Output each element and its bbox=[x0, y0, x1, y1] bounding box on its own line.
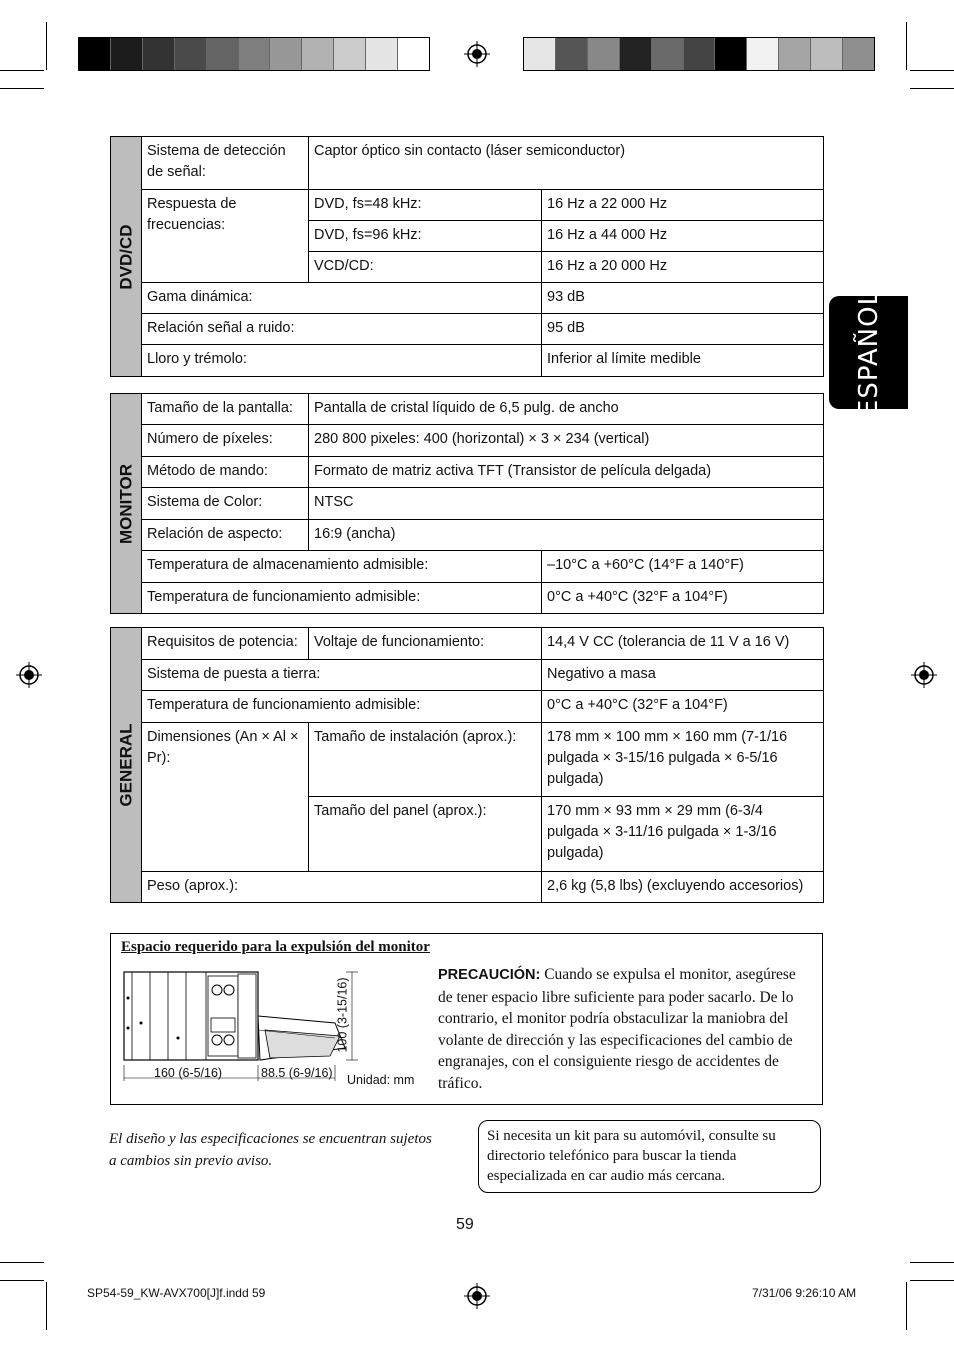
spec-value: Negativo a masa bbox=[542, 660, 824, 691]
color-swatch bbox=[79, 38, 111, 70]
spec-label: Método de mando: bbox=[142, 457, 309, 488]
spec-label: Relación de aspecto: bbox=[142, 520, 309, 551]
color-swatch bbox=[302, 38, 334, 70]
crop-mark bbox=[0, 88, 44, 89]
spec-label: Peso (aprox.): bbox=[142, 872, 542, 903]
spec-sublabel: Voltaje de funcionamiento: bbox=[309, 628, 542, 660]
spec-label: Sistema de detección de señal: bbox=[142, 137, 309, 190]
spec-value: 0°C a +40°C (32°F a 104°F) bbox=[542, 583, 824, 614]
color-swatch bbox=[556, 38, 588, 70]
color-calibration-bar-right bbox=[523, 37, 875, 71]
page-number: 59 bbox=[456, 1216, 474, 1233]
crop-mark bbox=[910, 1262, 954, 1263]
spec-label: Lloro y trémolo: bbox=[142, 345, 542, 377]
spec-value: 0°C a +40°C (32°F a 104°F) bbox=[542, 691, 824, 723]
spec-label: Tamaño de la pantalla: bbox=[142, 394, 309, 425]
color-swatch bbox=[715, 38, 747, 70]
footer-file: SP54-59_KW-AVX700[J]f.indd 59 bbox=[87, 1286, 266, 1300]
dvdcd-spec-table bbox=[110, 136, 824, 377]
spec-label: Sistema de Color: bbox=[142, 488, 309, 520]
spec-value: 280 800 pixeles: 400 (horizontal) × 3 × 234 (vertical) bbox=[309, 425, 824, 457]
spec-value: 2,6 kg (5,8 lbs) (excluyendo accesorios) bbox=[542, 872, 824, 903]
crop-mark bbox=[906, 1282, 907, 1330]
registration-mark-icon bbox=[464, 1283, 490, 1309]
spec-value: –10°C a +60°C (14°F a 140°F) bbox=[542, 551, 824, 583]
crop-mark bbox=[46, 22, 47, 70]
spec-label: Gama dinámica: bbox=[142, 283, 542, 314]
dim-depth-label: 160 (6-5/16) bbox=[154, 1066, 223, 1080]
spec-value: 93 dB bbox=[542, 283, 824, 314]
section-label-dvdcd: DVD/CD bbox=[111, 137, 142, 377]
spec-value: 95 dB bbox=[542, 314, 824, 345]
spec-value: 16:9 (ancha) bbox=[309, 520, 824, 551]
spec-label: Número de píxeles: bbox=[142, 425, 309, 457]
spec-value: Inferior al límite medible bbox=[542, 345, 824, 377]
color-swatch bbox=[811, 38, 843, 70]
color-swatch bbox=[652, 38, 684, 70]
monitor-spec-table bbox=[110, 393, 824, 614]
spec-value: Pantalla de cristal líquido de 6,5 pulg. de ancho bbox=[309, 394, 824, 425]
spec-label: Respuesta de frecuencias: bbox=[142, 190, 309, 283]
spec-label: Relación señal a ruido: bbox=[142, 314, 542, 345]
spec-label: Temperatura de almacenamiento admisible: bbox=[142, 551, 542, 583]
spec-value: 170 mm × 93 mm × 29 mm (6-3/4 pulgada × 3-11/16 pulgada × 1-3/16 pulgada) bbox=[542, 797, 824, 872]
registration-mark-icon bbox=[911, 662, 937, 688]
general-spec-table bbox=[110, 627, 824, 903]
crop-mark bbox=[910, 70, 954, 71]
spec-value: 16 Hz a 22 000 Hz bbox=[542, 190, 824, 221]
spec-value: 178 mm × 100 mm × 160 mm (7-1/16 pulgada × 3-15/16 pulgada × 6-5/16 pulgada) bbox=[542, 723, 824, 797]
color-swatch bbox=[684, 38, 716, 70]
registration-mark-icon bbox=[464, 41, 490, 67]
dim-height-label: 100 (3-15/16) bbox=[335, 977, 350, 1053]
spec-label: Temperatura de funcionamiento admisible: bbox=[142, 691, 542, 723]
spec-label: Sistema de puesta a tierra: bbox=[142, 660, 542, 691]
crop-mark bbox=[0, 1262, 44, 1263]
spec-value: Captor óptico sin contacto (láser semiconductor) bbox=[309, 137, 824, 190]
unit-label: Unidad: mm bbox=[347, 1073, 415, 1087]
color-swatch bbox=[747, 38, 779, 70]
color-swatch bbox=[398, 38, 429, 70]
section-label-monitor: MONITOR bbox=[111, 394, 142, 614]
spec-label: Temperatura de funcionamiento admisible: bbox=[142, 583, 542, 614]
spec-label: Dimensiones (An × Al × Pr): bbox=[142, 723, 309, 872]
color-swatch bbox=[588, 38, 620, 70]
spec-sublabel: Tamaño de instalación (aprox.): bbox=[309, 723, 542, 797]
color-swatch bbox=[779, 38, 811, 70]
spec-sublabel: DVD, fs=96 kHz: bbox=[309, 221, 542, 252]
crop-mark bbox=[910, 88, 954, 89]
color-swatch bbox=[524, 38, 556, 70]
color-swatch bbox=[843, 38, 874, 70]
spec-sublabel: VCD/CD: bbox=[309, 252, 542, 283]
spec-sublabel: DVD, fs=48 kHz: bbox=[309, 190, 542, 221]
color-swatch bbox=[620, 38, 652, 70]
spec-value: NTSC bbox=[309, 488, 824, 520]
crop-mark bbox=[46, 1282, 47, 1330]
spec-value: 16 Hz a 44 000 Hz bbox=[542, 221, 824, 252]
color-swatch bbox=[239, 38, 271, 70]
color-swatch bbox=[111, 38, 143, 70]
color-calibration-bar-left bbox=[78, 37, 430, 71]
crop-mark bbox=[910, 1280, 954, 1281]
disclaimer-note: El diseño y las especificaciones se encuentran sujetos a cambios sin previo aviso. bbox=[109, 1131, 432, 1169]
spec-sublabel: Tamaño del panel (aprox.): bbox=[309, 797, 542, 872]
caution-label: PRECAUCIÓN: bbox=[438, 967, 541, 983]
caution-text: PRECAUCIÓN: Cuando se expulsa el monitor, asegúrese de tener espacio libre suficiente para poder sacarlo. De lo contrario, el monitor podría obstaculizar la maniobra del volante de dirección y las especificaciones del cambio de engranajes, con el consiguiente riesgo de accidentes de tráfico. bbox=[438, 966, 796, 1092]
spec-value: Formato de matriz activa TFT (Transistor de película delgada) bbox=[309, 457, 824, 488]
dim-eject-label: 88.5 (6-9/16) bbox=[261, 1066, 333, 1080]
section-label-general: GENERAL bbox=[111, 628, 142, 903]
crop-mark bbox=[906, 22, 907, 70]
color-swatch bbox=[334, 38, 366, 70]
spec-value: 16 Hz a 20 000 Hz bbox=[542, 252, 824, 283]
spec-label: Requisitos de potencia: bbox=[142, 628, 309, 660]
spec-value: 14,4 V CC (tolerancia de 11 V a 16 V) bbox=[542, 628, 824, 660]
ejection-panel-title: Espacio requerido para la expulsión del monitor bbox=[121, 939, 430, 955]
color-swatch bbox=[143, 38, 175, 70]
color-swatch bbox=[175, 38, 207, 70]
crop-mark bbox=[0, 1280, 44, 1281]
language-tab bbox=[829, 289, 908, 416]
crop-mark bbox=[0, 70, 44, 71]
language-tab-label: ESPAÑOL bbox=[853, 289, 884, 416]
car-kit-note: Si necesita un kit para su automóvil, consulte su directorio telefónico para buscar la tienda especializada en car audio más cercana. bbox=[478, 1120, 821, 1193]
registration-mark-icon bbox=[16, 662, 42, 688]
color-swatch bbox=[270, 38, 302, 70]
footer-date: 7/31/06 9:26:10 AM bbox=[752, 1286, 857, 1300]
color-swatch bbox=[207, 38, 239, 70]
color-swatch bbox=[366, 38, 398, 70]
